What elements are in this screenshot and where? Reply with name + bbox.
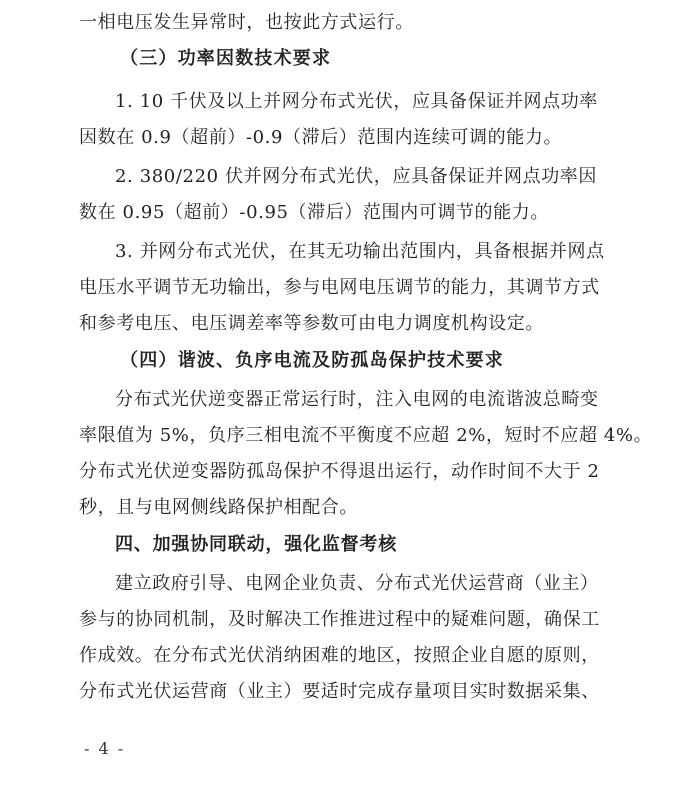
text-line: 秒，且与电网侧线路保护相配合。 (79, 497, 358, 518)
text-line: 因数在 0.9（超前）-0.9（滞后）范围内连续可调的能力。 (79, 127, 563, 148)
text-line: 和参考电压、电压调差率等参数可由电力调度机构设定。 (79, 313, 544, 334)
text-line: 电压水平调节无功输出，参与电网电压调节的能力，其调节方式 (79, 277, 600, 298)
text-line: 一相电压发生异常时，也按此方式运行。 (79, 12, 414, 33)
text-line: 2. 380/220 伏并网分布式光伏，应具备保证并网点功率因 (115, 166, 597, 187)
text-line: 分布式光伏运营商（业主）要适时完成存量项目实时数据采集、 (79, 681, 600, 702)
section-subheading: （三）功率因数技术要求 (120, 48, 332, 69)
text-line: 参与的协同机制，及时解决工作推进过程中的疑难问题，确保工 (79, 609, 600, 630)
text-line: 1. 10 千伏及以上并网分布式光伏，应具备保证并网点功率 (115, 91, 598, 112)
text-line: 建立政府引导、电网企业负责、分布式光伏运营商（业主） (115, 573, 599, 594)
section-heading: 四、加强协同联动，强化监督考核 (115, 534, 397, 555)
page-number: - 4 - (84, 739, 126, 758)
text-line: 作成效。在分布式光伏消纳困难的地区，按照企业自愿的原则， (79, 645, 600, 666)
section-subheading: （四）谐波、负序电流及防孤岛保护技术要求 (120, 350, 504, 371)
text-line: 数在 0.95（超前）-0.95（滞后）范围内可调节的能力。 (79, 202, 549, 223)
text-line: 分布式光伏逆变器正常运行时，注入电网的电流谐波总畸变 (115, 389, 599, 410)
text-line: 3. 并网分布式光伏，在其无功输出范围内，具备根据并网点 (115, 241, 605, 262)
text-line: 分布式光伏逆变器防孤岛保护不得退出运行，动作时间不大于 2 (79, 461, 600, 482)
text-line: 率限值为 5%，负序三相电流不平衡度不应超 2%，短时不应超 4%。 (79, 425, 653, 446)
